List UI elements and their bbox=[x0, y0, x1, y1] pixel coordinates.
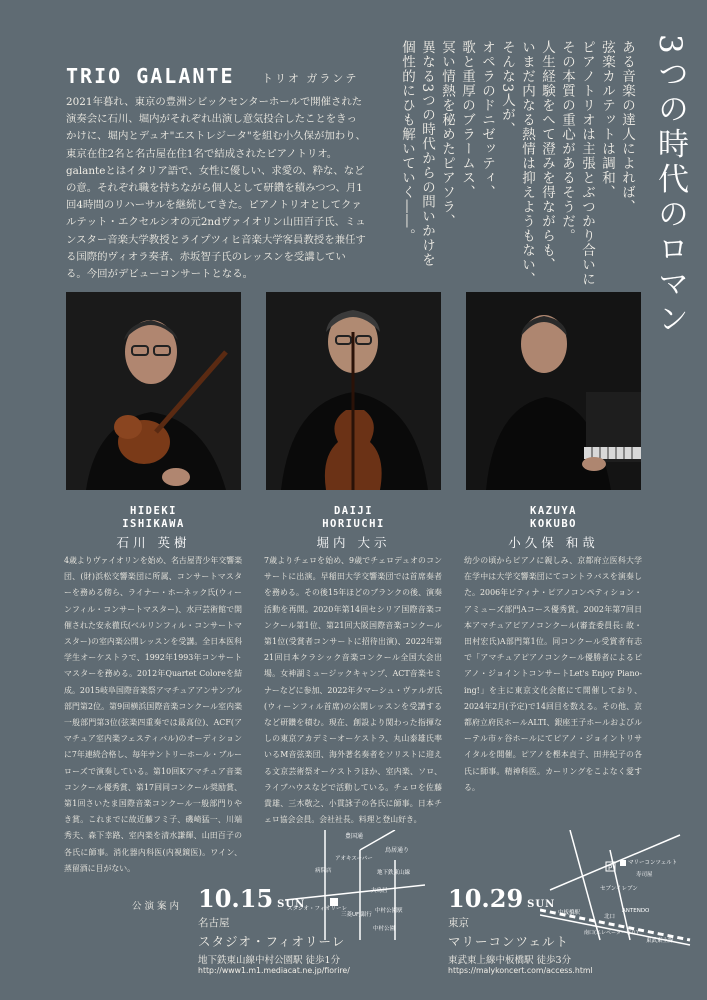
concert-city: 東京 bbox=[448, 917, 469, 929]
map-label: スタジオ・フィオリーレ bbox=[287, 906, 347, 912]
concert-url[interactable]: https://malykoncert.com/access.html bbox=[448, 966, 593, 975]
concert-venue: マリーコンツェルト bbox=[448, 934, 570, 949]
verse-line: 冥い情熱を秘めたピアソラ、 bbox=[439, 40, 455, 229]
tokyo-map bbox=[540, 830, 695, 950]
concert-info-label: 公演案内 bbox=[132, 901, 183, 912]
map-label: 東武東上線 bbox=[646, 938, 674, 944]
verse-line: 人生経験をへて澄みを得ながらも、 bbox=[539, 40, 555, 272]
trio-intro: 2021年暮れ、東京の豊洲シビックセンターホールで開催された演奏会に石川、堀内がそれぞれ出演し意気投合したことをきっかけに、堀内とデュオ"エストレジータ"を組む小久保が加わり、東京在住2名と名古屋在住1名で結成されたピアノトリオ。galanteとはイタリア語で、女性に優しい、求愛の、粋な、などの意。それぞれ職を持ちながら個人として研鑽を積みつつ、月1回4時間のリハーサルを継続してきた。ピアノトリオとしてクァルテット・エクセルシオの元2ndヴァイオリン山田百子氏、ミュンスター音楽大学教授とライプツィヒ音楽大学客員教授を兼任する国際的ヴィオラ奏者、赤坂智子氏のレッスンを受講している。今回がデビューコンサートとなる。 bbox=[66, 96, 366, 281]
studio-marker bbox=[330, 898, 338, 906]
verse-line: ある音楽の達人によれば、 bbox=[619, 40, 635, 214]
pianist-photo bbox=[466, 292, 641, 490]
map-label: 中板橋駅 bbox=[558, 910, 581, 916]
verse-line: 異なる3つの時代からの問いかけを bbox=[419, 40, 435, 268]
cellist-photo bbox=[266, 292, 441, 490]
trio-name-kana: トリオ ガランテ bbox=[262, 72, 359, 85]
concert-dow: SUN bbox=[277, 899, 306, 910]
map-label: ANTENDO bbox=[622, 908, 650, 914]
verse-line: ピアノトリオは主張とぶつかり合いに bbox=[579, 40, 595, 287]
concert-city: 名古屋 bbox=[198, 917, 230, 929]
map-label: 地下鉄東山線 bbox=[377, 870, 411, 876]
concert-date: 10.29 bbox=[448, 884, 524, 913]
member-name: 堀内 大示 bbox=[316, 535, 391, 550]
map-label: 豊国通 bbox=[345, 833, 364, 840]
concert-dow: SUN bbox=[527, 899, 556, 910]
verse-line: 弦楽カルテットは調和、 bbox=[599, 40, 615, 200]
member-bio: 4歳よりヴァイオリンを始め、名古屋青少年交響楽団、(財)浜松交響楽団に所属、コンサートマスターを務める傍ら、ライナー・ホーネック氏(ウィーンフィル・コンサートマスター)、水戸芸術館で開催された安永徹氏(ベルリンフィル・コンサートマスター)の室内楽公開レッスンを受講。全日本医科学生オーケストラで、1992年1993年コンサートマスターを務める。2012年Quartet Coloreを結成。2015岐阜国際音楽祭アマチュアアンサンブル部門第2位。第9回横浜国際音楽コンクール室内楽一般部門第3位(弦楽四重奏では最高位)、ACF(アマチュア室内楽フェスティバル)のオーディションに7年連続合格し、毎年サントリーホール・ブルーローズで演奏している。第10回Kアマチュア音楽コンクール優秀賞、第17回同コンクール奨励賞、第1回さいたま国際音楽コンクール一般部門りやき賞。これまでに故近藤フミ子、磯崎猛一、川端秀夫、森下幸路、室内楽を清水謙輝、山田百子の各氏に師事。消化器内科医(内視鏡医)。ワイン、蒸留酒に目がない。 bbox=[64, 556, 242, 873]
concert-date: 10.15 bbox=[198, 884, 274, 913]
map-label: P bbox=[608, 864, 613, 872]
verse-line: 歌と重厚のブラームス、 bbox=[459, 40, 475, 200]
map-label: 中村公園駅 bbox=[375, 908, 403, 914]
verse-line: いまだ内なる熱情は抑えようもない、 bbox=[519, 40, 535, 287]
map-label: 鳥居通り bbox=[385, 847, 410, 854]
violinist-photo bbox=[66, 292, 241, 490]
map-label: アオキスーパー bbox=[335, 856, 373, 862]
concert-access: 地下鉄東山線中村公園駅 徒歩1分 bbox=[198, 955, 341, 966]
member-bio: 幼少の頃からピアノに親しみ、京都府立医科大学在学中は大学交響楽団にてコントラバスを演奏した。2006年ピティナ・ピアノコンペティション・アミューズ部門Aコース優秀賞。2002年第7回日本アマチュアピアノコンクール(審査委員長: 故・田村宏氏)A部門第1位。同コンクール受賞者有志で「アマチュアピアノコンクール優勝者によるピアノ・ジョイントコンサートLet's Enjoy Piano-ing!」を主に東京文化会館にて開催しており、2024年2月(予定)で14回目を数える。その他、京都府立府民ホールALTI、銀座王子ホールおよびルーテル市ヶ谷ホールにてピアノ・ジョイントリサイタルを開催。ピアノを樫本貞子、田井紀子の各氏に師事。精神科医。カーリングをこよなく愛する。 bbox=[464, 556, 642, 792]
concert-venue: スタジオ・フィオリーレ bbox=[198, 934, 346, 949]
verse-line: 個性的にひも解いていく――。 bbox=[399, 40, 415, 243]
main-title: 3つの時代のロマン bbox=[652, 34, 688, 338]
map-label: マリーコンツェルト bbox=[628, 860, 678, 866]
venue-marker bbox=[620, 860, 626, 866]
trio-name: TRIO GALANTE bbox=[66, 64, 235, 88]
map-label: 中村公園 bbox=[373, 926, 396, 932]
member-name: 石川 英樹 bbox=[116, 535, 191, 550]
map-label: 寿司屋 bbox=[636, 872, 653, 878]
intro-verse bbox=[397, 40, 637, 310]
verse-line: その本質の重心があるそうだ。 bbox=[559, 40, 575, 243]
map-label: セブンイレブン bbox=[600, 886, 638, 892]
verse-line: オペラのドニゼッティ、 bbox=[479, 40, 495, 200]
member-roman-name: DAIJI HORIUCHI bbox=[322, 505, 385, 530]
nagoya-map bbox=[285, 830, 425, 940]
member-name: 小久保 和哉 bbox=[508, 535, 599, 550]
verse-line: そんな3人が、 bbox=[499, 40, 515, 137]
member-roman-name: KAZUYA KOKUBO bbox=[530, 505, 577, 530]
member-roman-name: HIDEKI ISHIKAWA bbox=[122, 505, 185, 530]
map-label: 北口 bbox=[604, 914, 616, 920]
concert-access: 東武東上線中板橋駅 徒歩3分 bbox=[448, 955, 572, 966]
map-label: 病院店 bbox=[315, 868, 332, 874]
concert-url[interactable]: http://www1.m1.mediacat.ne.jp/fiorire/ bbox=[198, 966, 350, 975]
map-label: 南口(エレベーター有り) bbox=[584, 930, 638, 936]
map-label: 三菱UFJ銀行 bbox=[341, 912, 372, 918]
map-label: 大鳥居 bbox=[371, 888, 388, 894]
member-bio: 7歳よりチェロを始め、9歳でチェロデュオのコンサートに出演。早稲田大学交響楽団では首席奏者を務める。その後15年ほどのブランクの後、演奏活動を再開。2020年第14回セシリア国際音楽コンクール第1位、第21回大阪国際音楽コンクール第1位(受賞者コンサートに招待出演)、2022年第21回日本クラシック音楽コンクール全国大会出場。女神湖ミュージックキャンプ、ACT音楽セミナーなどに参加、2022年タマーシュ・ヴァルガ氏(ウィーンフィル首席)の公開レッスンを受講するなど研鑽を積む。現在、創設より関わった指揮なしの東京アカデミーオーケストラ、丸山泰雄氏率いるM音弦楽団、海外著名奏者をソリストに迎える文京芸術祭オーケストラほか、室内楽、ソロ、ライブハウスなどで活動している。チェロを佐藤貴雄、三木敬之、小貫詠子の各氏に師事。日本チェロ協会会員。会社社長。料理と登山好き。 bbox=[264, 556, 442, 825]
